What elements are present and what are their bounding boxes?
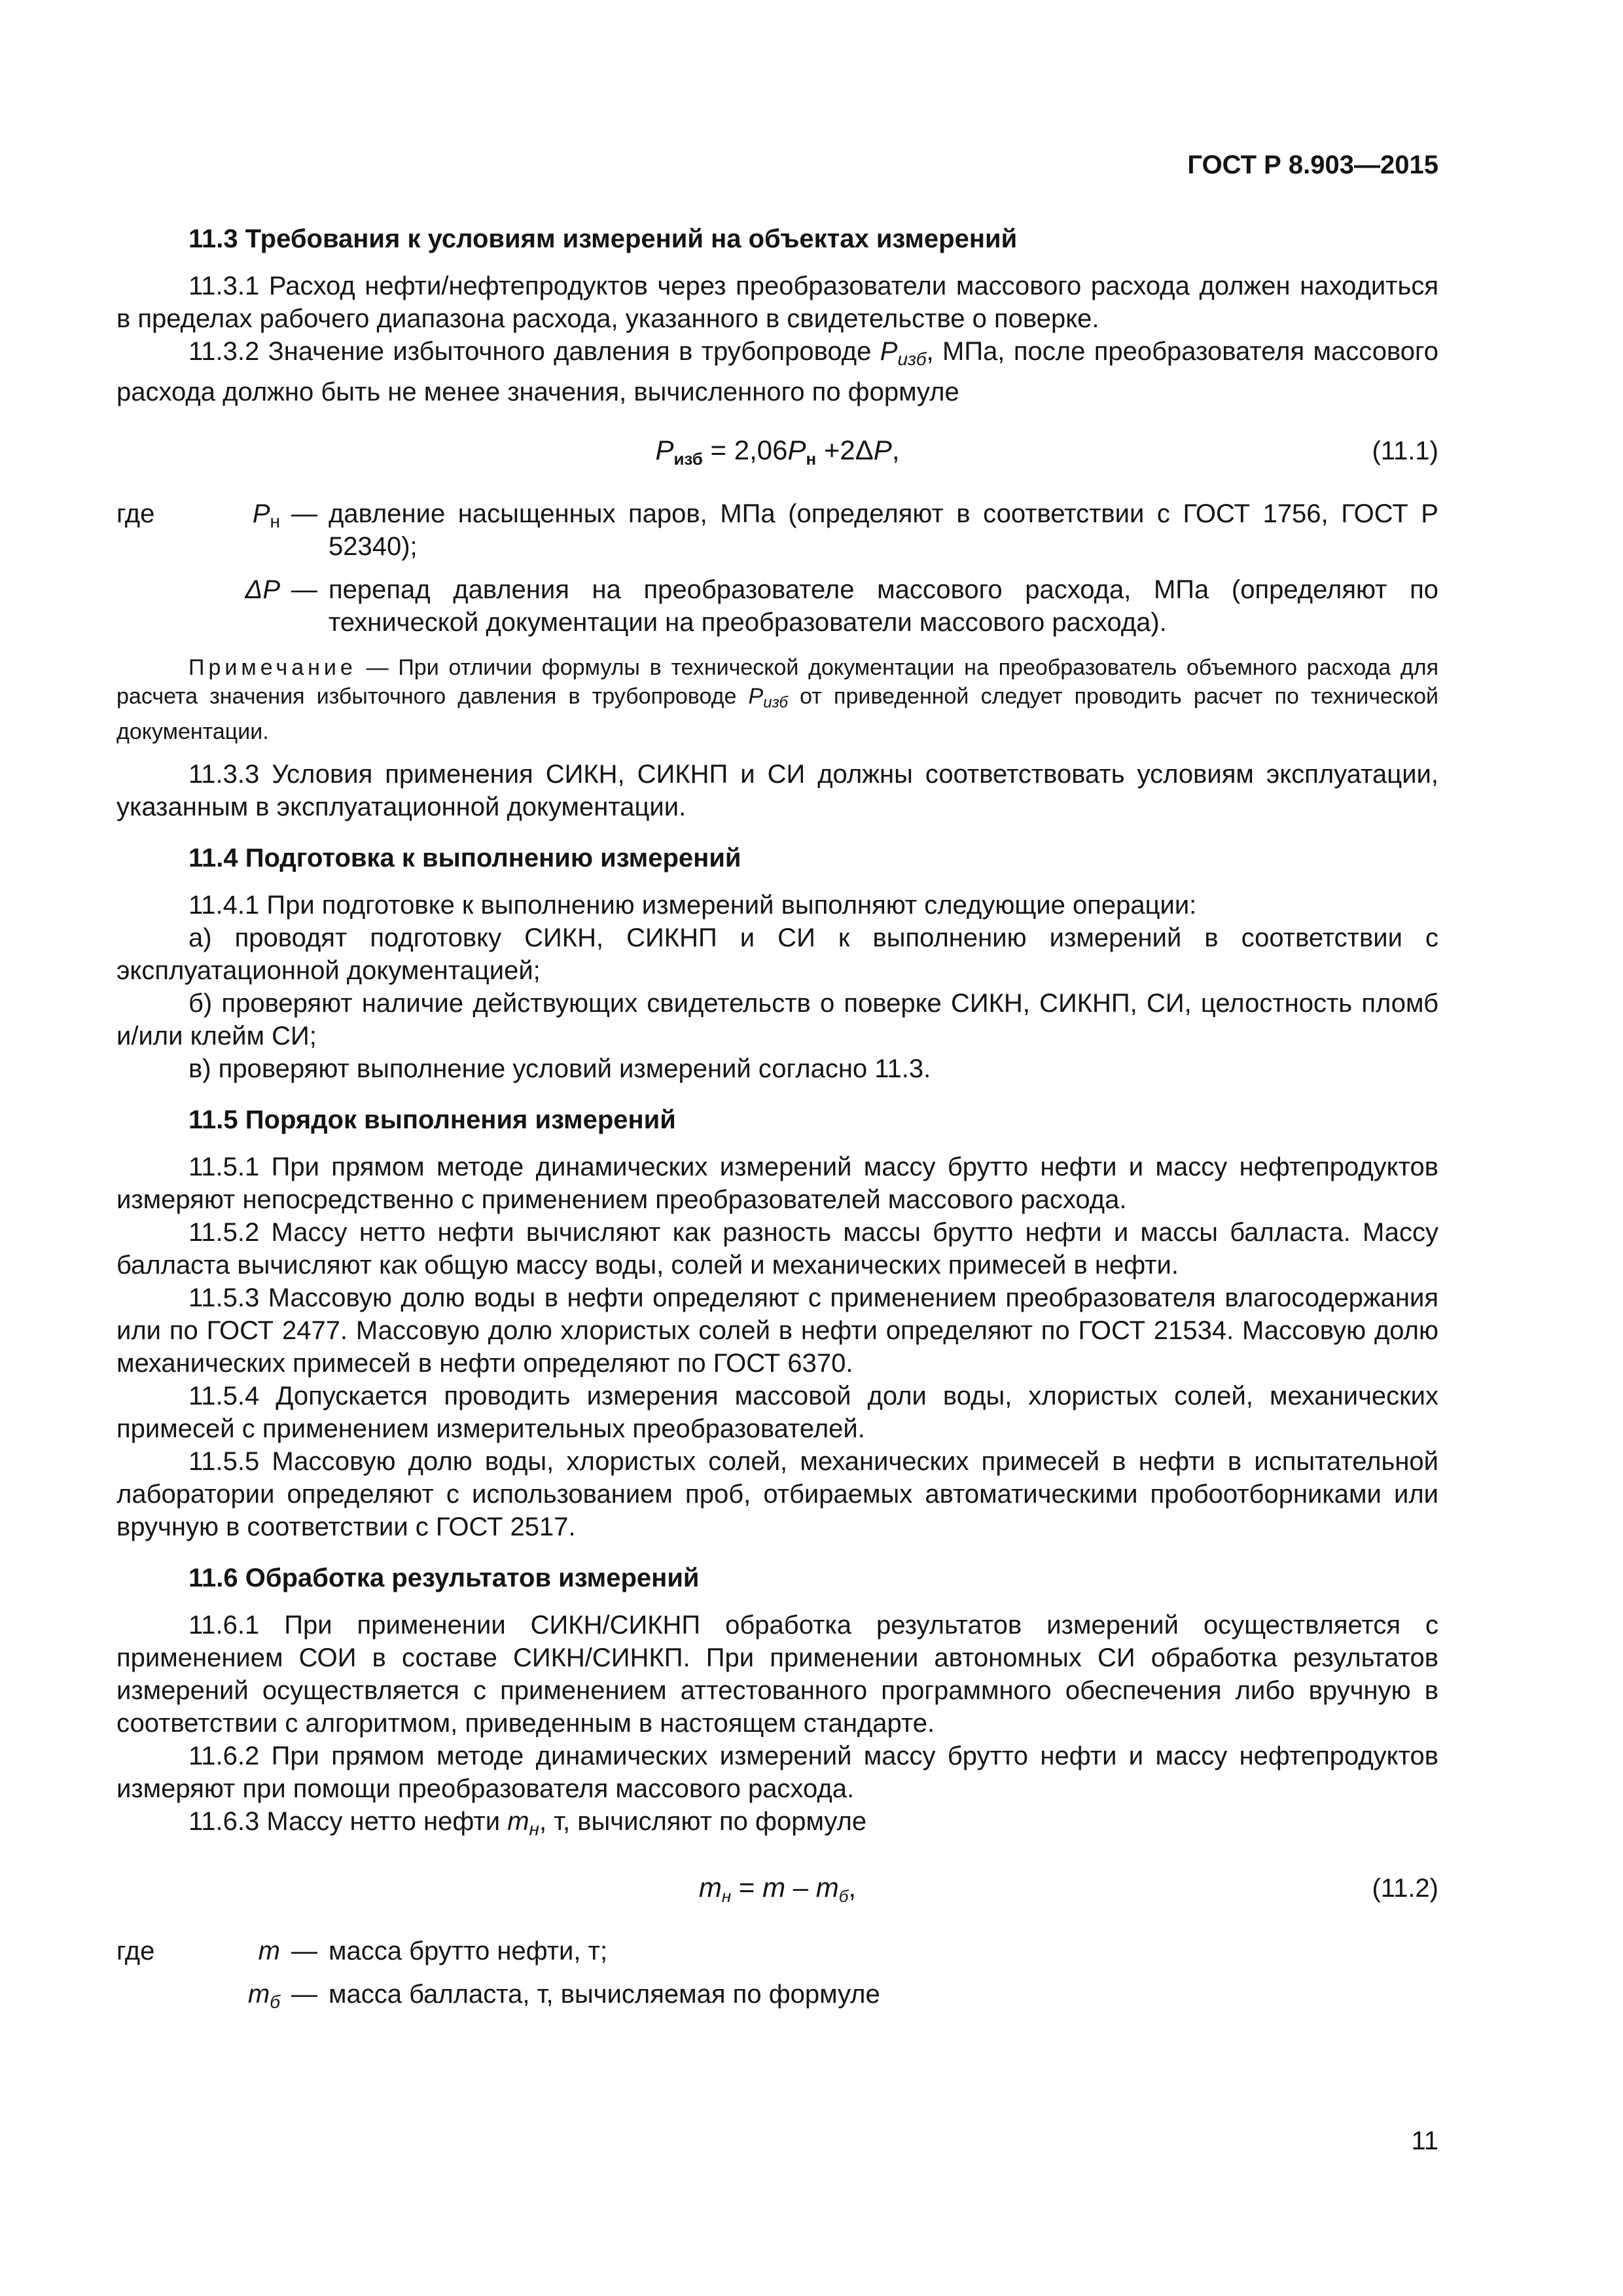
section-11-5-heading: 11.5 Порядок выполнения измерений — [188, 1105, 676, 1134]
note-symbol: P — [748, 684, 764, 709]
note-label: Примечание — [188, 655, 357, 680]
paragraph-text: 11.3.2 Значение избыточного давления в трубопроводе — [188, 337, 880, 366]
legend-description: масса брутто нефти, т; — [329, 1937, 608, 1965]
legend-description: давление насыщенных паров, МПа (определяют в соответствии с ГОСТ 1756, ГОСТ Р 52340); — [329, 499, 1438, 561]
formula-subscript: изб — [673, 449, 703, 469]
paragraph-11-6-1: 11.6.1 При применении СИКН/СИКНП обработка результатов измерений осуществляется с применением СОИ в составе СИКН/СИНКП. При применении автономных СИ обработка результатов измерений осуществляется с применением аттестованного программного обеспечения либо вручную в соответствии с алгоритмом, приведенным в настоящем стандарте. — [116, 1611, 1438, 1738]
list-item-a: а) проводят подготовку СИКН, СИКНП и СИ к выполнению измерений в соответствии с эксплуатационной документацией; — [116, 924, 1438, 985]
legend-row — [116, 497, 1438, 563]
paragraph-11-4-1: 11.4.1 При подготовке к выполнению измерений выполняют следующие операции: — [188, 891, 1197, 920]
legend-dash: — — [291, 1980, 317, 2009]
note-text: — При отличии формулы в технической документации на преобразователь объемного расхода для расчета значения избыточного давления в трубопроводе — [116, 655, 1438, 709]
legend-symbol: $P_н$ — [252, 499, 280, 531]
formula-subscript: н — [806, 449, 817, 469]
paragraph-11-6-2: 11.6.2 При прямом методе динамических измерений массу брутто нефти и массу нефтепродуктов измеряют при помощи преобразователя массового расхода. — [116, 1742, 1438, 1803]
formula-legend — [116, 497, 1438, 639]
legend-symbol: ΔP — [245, 575, 280, 604]
formula-number: (11.2) — [1372, 1874, 1438, 1903]
legend-symbol: m — [258, 1937, 280, 1965]
paragraph-text: 11.6.3 Массу нетто нефти — [188, 1807, 508, 1836]
paragraph-11-3-1: 11.3.1 Расход нефти/нефтепродуктов через преобразователи массового расхода должен находиться в пределах рабочего диапазона расхода, указанного в свидетельстве о поверке. — [116, 272, 1438, 333]
paragraph-11-3-3: 11.3.3 Условия применения СИКН, СИКНП и СИ должны соответствовать условиям эксплуатации, указанным в эксплуатационной документации. — [116, 760, 1438, 821]
formula-operator: = 2,06 — [702, 435, 788, 465]
formula-end: , — [848, 1872, 857, 1903]
symbol-subscript: н — [529, 1819, 539, 1839]
formula-11-2 — [116, 1855, 1438, 1920]
list-item-b: б) проверяют наличие действующих свидетельств о поверке СИКН, СИКНП, СИ, целостность пломб и/или клейм СИ; — [116, 989, 1438, 1050]
legend-dash: — — [291, 499, 317, 528]
section-11-4-heading: 11.4 Подготовка к выполнению измерений — [188, 844, 741, 872]
symbol-p: P — [880, 337, 898, 366]
paragraph-11-5-5: 11.5.5 Массовую долю воды, хлористых солей, механических примесей в нефти в испытательной лаборатории определяют с использованием проб, отбираемых автоматическими пробоотборниками или вручную в соответствии с ГОСТ 2517. — [116, 1447, 1438, 1541]
formula-legend — [116, 1935, 1438, 2018]
paragraph-11-5-2: 11.5.2 Массу нетто нефти вычисляют как разность массы брутто нефти и массы балласта. Массу балласта вычисляют как общую массу воды, солей и механических примесей в нефти. — [116, 1218, 1438, 1280]
formula-operator: +2Δ — [816, 435, 874, 465]
formula-expression — [116, 1869, 1438, 1914]
legend-description: масса балласта, т, вычисляемая по формуле — [329, 1980, 880, 2009]
formula-symbol: m — [762, 1872, 786, 1903]
formula-expression — [116, 432, 1438, 477]
formula-number: (11.1) — [1372, 437, 1438, 465]
legend-row — [116, 1935, 1438, 1967]
formula-11-1 — [116, 418, 1438, 483]
paragraph-11-6-3 — [116, 1805, 1438, 1846]
paragraph-text: , т, вычисляют по формуле — [539, 1807, 867, 1836]
note-paragraph — [116, 653, 1438, 746]
legend-row — [116, 563, 1438, 639]
section-11-6-heading: 11.6 Обработка результатов измерений — [188, 1564, 700, 1592]
paragraph-11-5-3: 11.5.3 Массовую долю воды в нефти определяют с применением преобразователя влагосодержания или по ГОСТ 2477. Массовую долю хлористых солей в нефти определяют по ГОСТ 21534. Массовую долю механических примесей в нефти определяют по ГОСТ 6370. — [116, 1283, 1438, 1378]
note-text: от приведенной следует проводить расчет по технической документации. — [116, 684, 1439, 744]
paragraph-11-3-2 — [116, 335, 1438, 408]
legend-row — [116, 1967, 1438, 2018]
legend-description: перепад давления на преобразователе массового расхода, МПа (определяют по технической документации на преобразователи массового расхода). — [329, 575, 1438, 637]
symbol-subscript: изб — [897, 349, 927, 369]
formula-subscript: н — [721, 1886, 732, 1906]
paragraph-text: , МПа, после преобразователя массового расхода должно быть не менее значения, вычисленного по формуле — [116, 337, 1439, 406]
page-content — [116, 223, 1438, 2018]
formula-subscript: б — [838, 1886, 849, 1906]
symbol-m: m — [507, 1807, 529, 1836]
document-code-header: ГОСТ Р 8.903—2015 — [1187, 151, 1438, 179]
formula-symbol: P — [655, 435, 674, 465]
formula-symbol: P — [873, 435, 892, 465]
legend-dash: — — [291, 575, 317, 604]
formula-operator: = — [731, 1872, 763, 1903]
paragraph-11-5-4: 11.5.4 Допускается проводить измерения массовой доли воды, хлористых солей, механических примесей с применением измерительных преобразователей. — [116, 1382, 1438, 1443]
note-subscript: изб — [763, 694, 788, 711]
formula-symbol: m — [815, 1872, 839, 1903]
formula-end: , — [891, 435, 900, 465]
formula-symbol: m — [698, 1872, 722, 1903]
list-item-c: в) проверяют выполнение условий измерений согласно 11.3. — [188, 1054, 931, 1083]
formula-operator: – — [785, 1872, 816, 1903]
legend-label: где — [116, 499, 155, 528]
page-number: 11 — [1411, 2126, 1438, 2155]
legend-label: где — [116, 1937, 155, 1965]
legend-dash: — — [291, 1937, 317, 1965]
legend-symbol: $m_б$ — [247, 1980, 280, 2012]
paragraph-11-5-1: 11.5.1 При прямом методе динамических измерений массу брутто нефти и массу нефтепродуктов измеряют непосредственно с применением преобразователей массового расхода. — [116, 1153, 1438, 1214]
formula-symbol: P — [787, 435, 806, 465]
section-11-3-heading: 11.3 Требования к условиям измерений на объектах измерений — [188, 224, 1018, 253]
